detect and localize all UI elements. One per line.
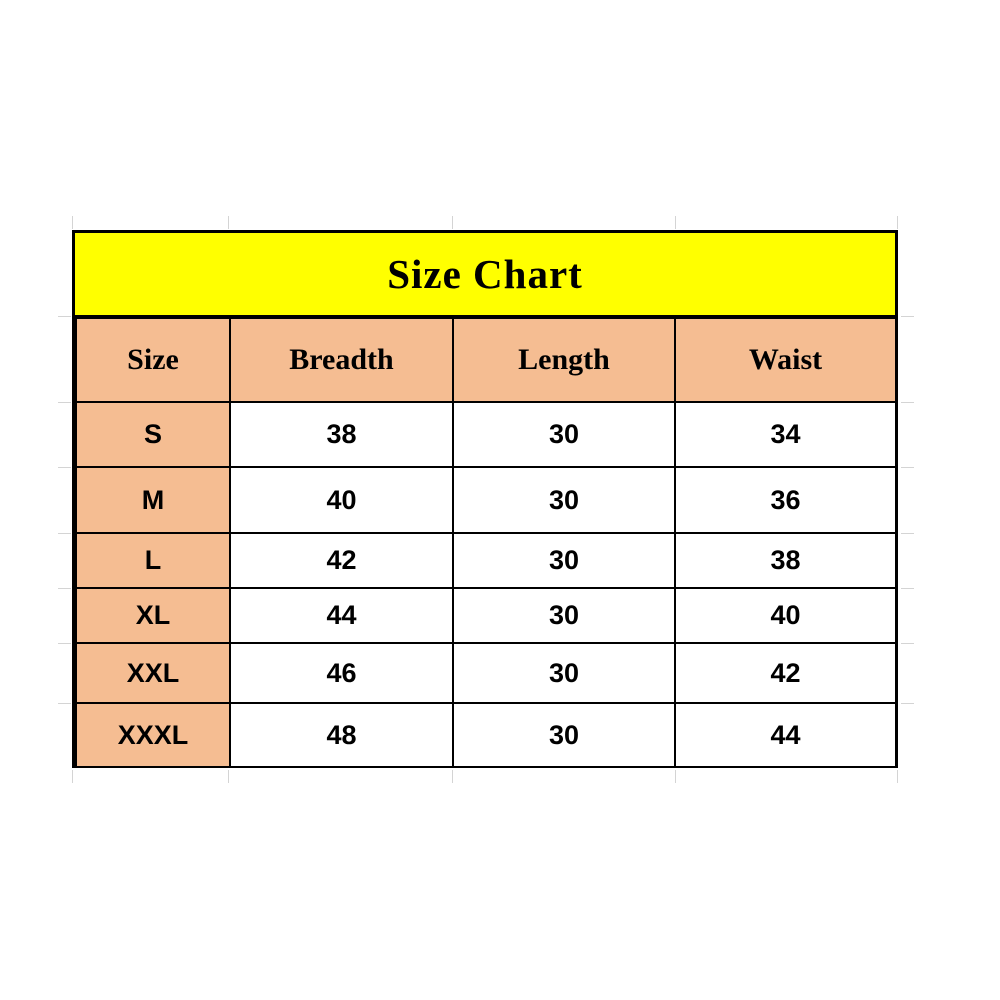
waist-cell: 36 <box>675 467 896 533</box>
breadth-cell: 46 <box>230 643 453 703</box>
waist-cell: 40 <box>675 588 896 643</box>
table-row <box>76 533 896 588</box>
size-label-cell: M <box>76 467 230 533</box>
length-cell: 30 <box>453 402 675 467</box>
column-header-waist: Waist <box>675 318 896 402</box>
gridline-tick <box>228 216 229 229</box>
waist-cell: 38 <box>675 533 896 588</box>
table-header-row <box>76 318 896 402</box>
length-cell: 30 <box>453 643 675 703</box>
gridline-tick <box>901 316 914 317</box>
table-row <box>76 643 896 703</box>
gridline-tick <box>58 316 71 317</box>
chart-title: Size Chart <box>75 233 895 317</box>
gridline-tick <box>897 216 898 229</box>
size-label-cell: L <box>76 533 230 588</box>
gridline-tick <box>58 643 71 644</box>
breadth-cell: 44 <box>230 588 453 643</box>
gridline-tick <box>58 588 71 589</box>
gridline-tick <box>58 703 71 704</box>
length-cell: 30 <box>453 467 675 533</box>
table-row <box>76 402 896 467</box>
gridline-tick <box>901 588 914 589</box>
gridline-tick <box>452 216 453 229</box>
size-label-cell: XXL <box>76 643 230 703</box>
gridline-tick <box>675 216 676 229</box>
gridline-tick <box>901 467 914 468</box>
column-header-breadth: Breadth <box>230 318 453 402</box>
size-chart-table <box>72 230 898 768</box>
breadth-cell: 38 <box>230 402 453 467</box>
size-label-cell: XL <box>76 588 230 643</box>
size-label-cell: XXXL <box>76 703 230 767</box>
table-row <box>76 467 896 533</box>
gridline-tick <box>897 770 898 783</box>
gridline-tick <box>58 402 71 403</box>
gridline-tick <box>58 467 71 468</box>
column-header-size: Size <box>76 318 230 402</box>
gridline-tick <box>901 703 914 704</box>
gridline-tick <box>901 402 914 403</box>
gridline-tick <box>72 216 73 229</box>
breadth-cell: 48 <box>230 703 453 767</box>
table-row <box>76 703 896 767</box>
gridline-tick <box>58 533 71 534</box>
breadth-cell: 42 <box>230 533 453 588</box>
size-label-cell: S <box>76 402 230 467</box>
length-cell: 30 <box>453 533 675 588</box>
gridline-tick <box>228 770 229 783</box>
length-cell: 30 <box>453 703 675 767</box>
size-table <box>75 317 897 768</box>
waist-cell: 44 <box>675 703 896 767</box>
gridline-tick <box>452 770 453 783</box>
waist-cell: 42 <box>675 643 896 703</box>
gridline-tick <box>675 770 676 783</box>
gridline-tick <box>901 533 914 534</box>
table-row <box>76 588 896 643</box>
breadth-cell: 40 <box>230 467 453 533</box>
gridline-tick <box>901 643 914 644</box>
gridline-tick <box>72 770 73 783</box>
column-header-length: Length <box>453 318 675 402</box>
waist-cell: 34 <box>675 402 896 467</box>
length-cell: 30 <box>453 588 675 643</box>
